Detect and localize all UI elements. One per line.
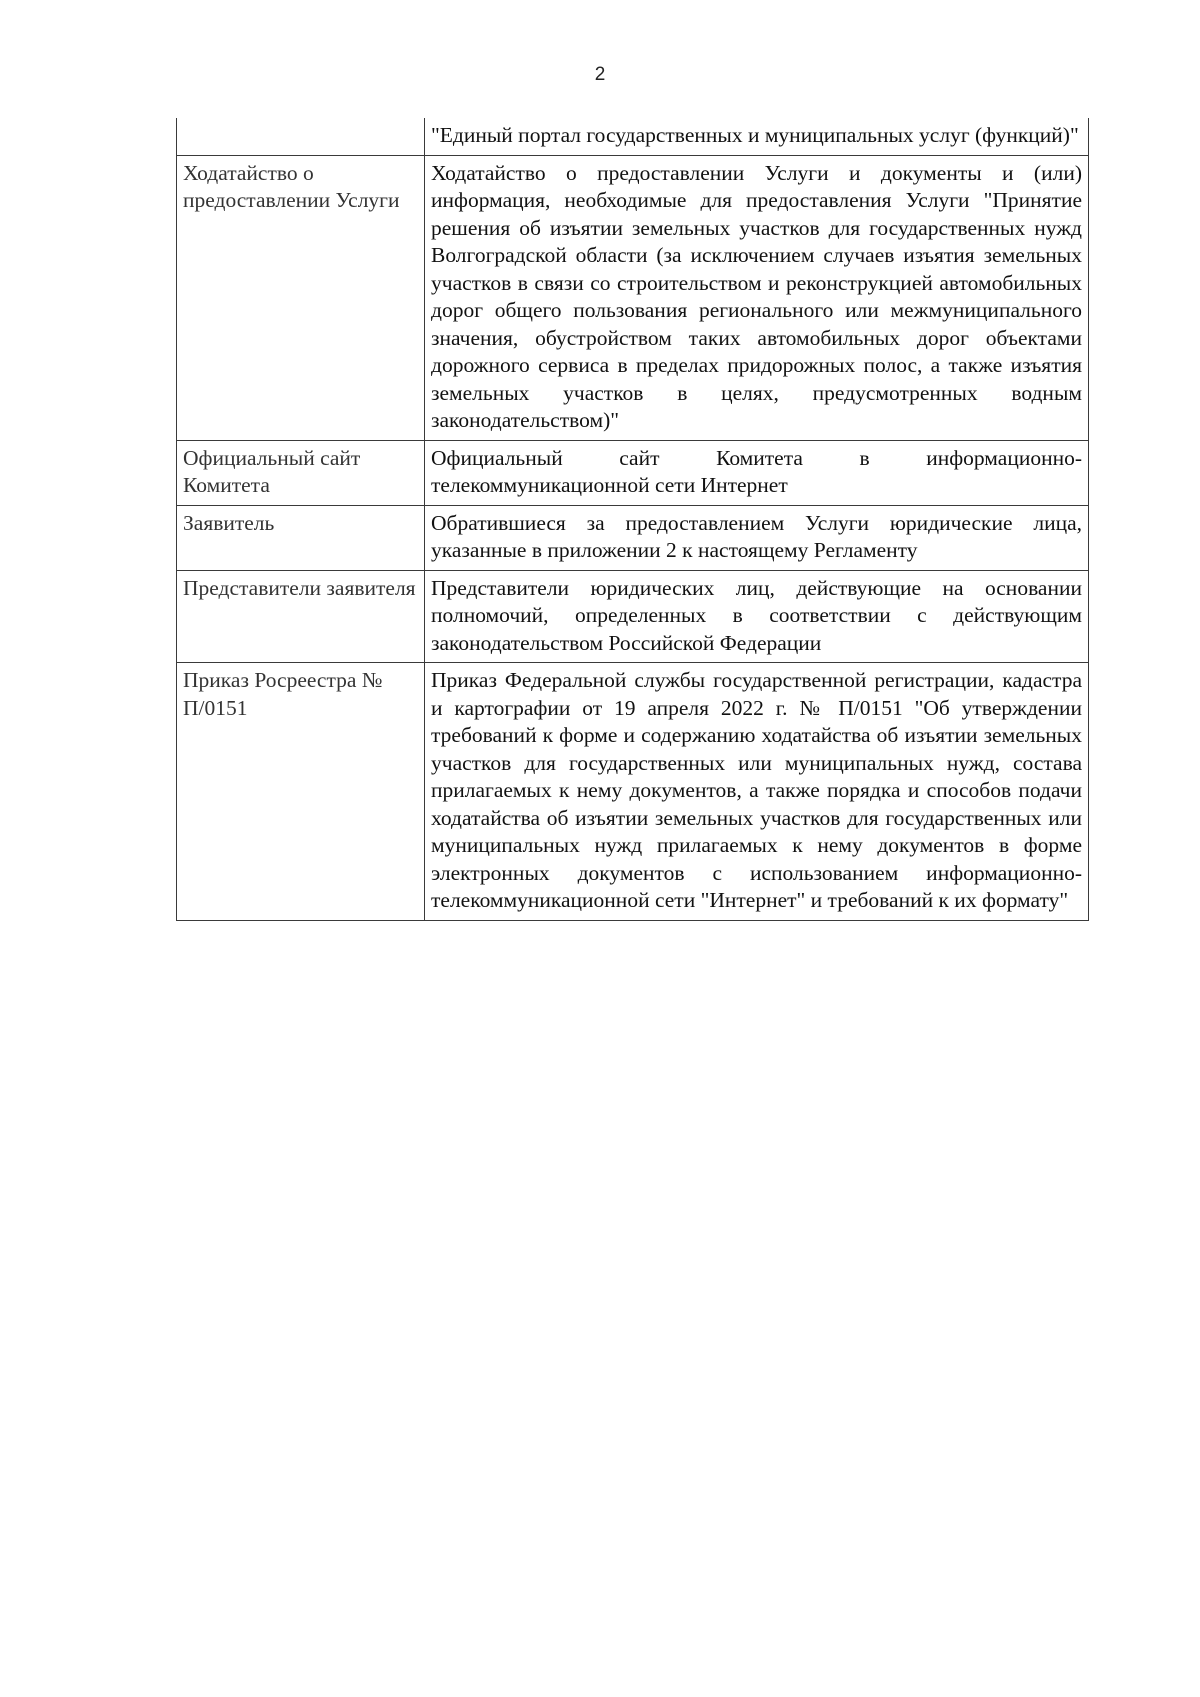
term-cell (177, 118, 425, 155)
table-row (177, 118, 1089, 155)
term-cell: Ходатайство о предоставлении Услуги (177, 155, 425, 440)
term-cell: Заявитель (177, 505, 425, 570)
definition-cell: Приказ Федеральной службы государственной регистрации, кадастра и картографии от 19 апреля 2022 г. № П/0151 "Об утверждении требований к форме и содержанию ходатайства об изъятии земельных участков для государственных или муниципальных нужд, состава прилагаемых к нему документов, а также порядка и способов подачи ходатайства об изъятии земельных участков для государственных или муниципальных нужд прилагаемых к нему документов в форме электронных документов с использованием информационно-телекоммуникационной сети "Интернет" и требований к их формату" (425, 663, 1089, 921)
definitions-table (176, 118, 1089, 921)
term-cell: Представители заявителя (177, 570, 425, 663)
page-number: 2 (594, 64, 606, 85)
table-row (177, 440, 1089, 505)
definition-cell: "Единый портал государственных и муниципальных услуг (функций)" (425, 118, 1089, 155)
definition-cell: Обратившиеся за предоставлением Услуги юридические лица, указанные в приложении 2 к настоящему Регламенту (425, 505, 1089, 570)
table-row (177, 570, 1089, 663)
table-row (177, 505, 1089, 570)
definition-cell: Ходатайство о предоставлении Услуги и документы и (или) информация, необходимые для предоставления Услуги "Принятие решения об изъятии земельных участков для государственных нужд Волгоградской области (за исключением случаев изъятия земельных участков в связи со строительством и реконструкцией автомобильных дорог общего пользования регионального или межмуниципального значения, обустройством таких автомобильных дорог объектами дорожного сервиса в пределах придорожных полос, а также изъятия земельных участков в целях, предусмотренных водным законодательством)" (425, 155, 1089, 440)
table-row (177, 155, 1089, 440)
definition-cell: Официальный сайт Комитета в информационно-телекоммуникационной сети Интернет (425, 440, 1089, 505)
term-cell: Приказ Росреестра № П/0151 (177, 663, 425, 921)
definition-cell: Представители юридических лиц, действующие на основании полномочий, определенных в соответствии с действующим законодательством Российской Федерации (425, 570, 1089, 663)
term-cell: Официальный сайт Комитета (177, 440, 425, 505)
table-row (177, 663, 1089, 921)
